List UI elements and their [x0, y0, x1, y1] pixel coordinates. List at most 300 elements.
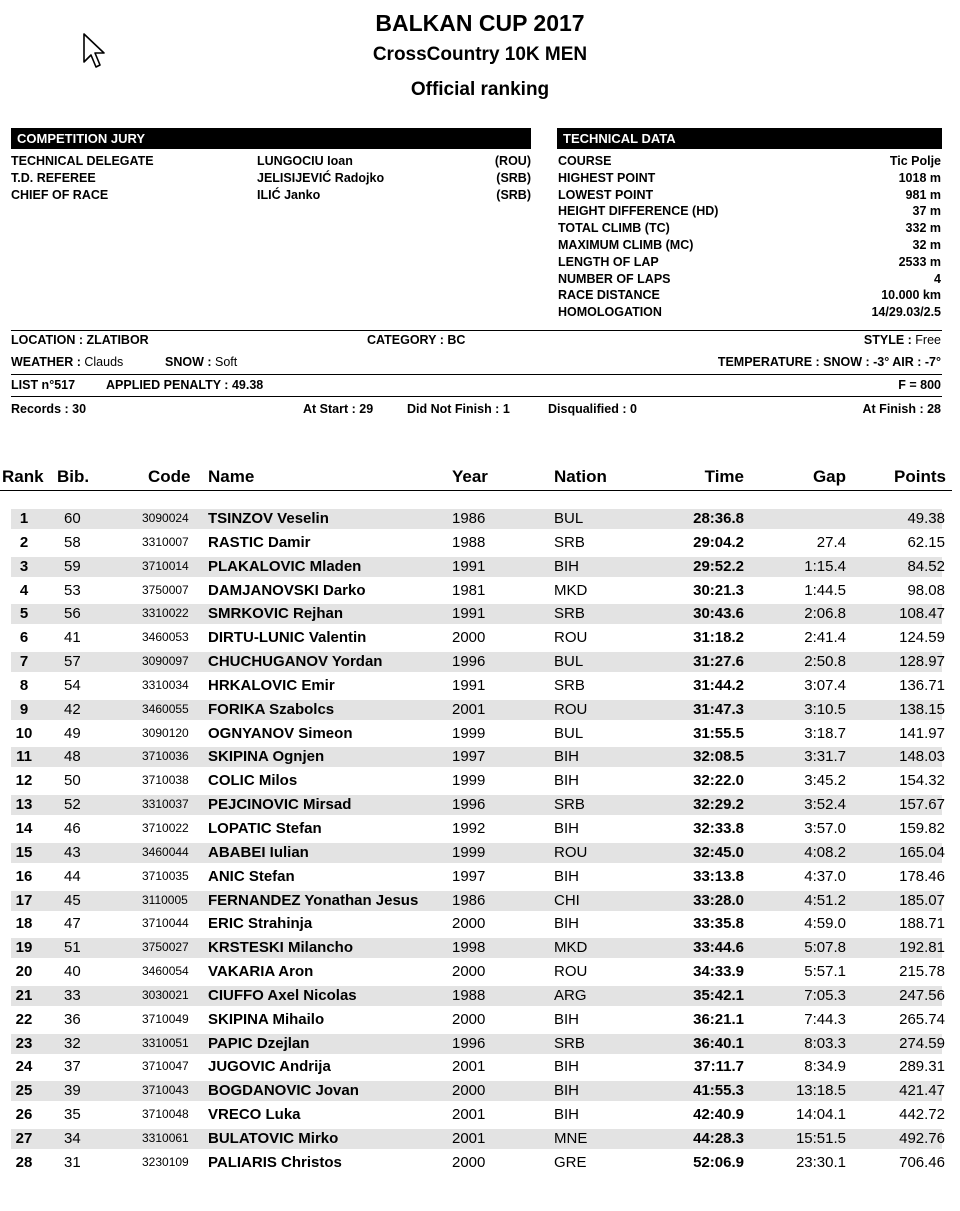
- cell-name: SKIPINA Ognjen: [208, 748, 325, 766]
- technical-row: [558, 237, 941, 254]
- col-code: Code: [148, 467, 191, 486]
- cell-rank: 5: [19, 605, 29, 623]
- technical-row: [558, 287, 941, 304]
- cell-bib: 42: [64, 700, 81, 718]
- cell-name: LOPATIC Stefan: [208, 819, 322, 837]
- cell-name: ABABEI Iulian: [208, 843, 309, 861]
- cell-rank: 18: [15, 915, 33, 933]
- cell-code: 3110005: [142, 892, 188, 907]
- applied-penalty: APPLIED PENALTY : 49.38: [106, 378, 264, 392]
- cell-nation: BIH: [554, 1058, 580, 1076]
- cell-gap: 8:03.3: [804, 1034, 846, 1052]
- cell-gap: 13:18.5: [795, 1082, 846, 1100]
- cell-gap: 4:37.0: [804, 867, 846, 885]
- cell-rank: 14: [15, 819, 33, 837]
- cell-name: BOGDANOVIC Jovan: [208, 1082, 359, 1100]
- table-row: [0, 1055, 960, 1079]
- cell-points: 421.47: [899, 1082, 945, 1100]
- cell-time: 35:42.1: [693, 986, 744, 1004]
- cell-time: 32:22.0: [693, 772, 744, 790]
- cell-code: 3460053: [142, 630, 189, 645]
- cell-time: 33:35.8: [693, 915, 744, 933]
- cell-nation: ROU: [554, 963, 588, 981]
- cell-year: 1991: [452, 557, 486, 575]
- cell-points: 98.08: [907, 581, 945, 599]
- jury-role: TECHNICAL DELEGATE: [11, 154, 154, 168]
- cell-nation: GRE: [554, 1153, 587, 1171]
- cell-code: 3090120: [142, 725, 189, 740]
- table-row: [0, 769, 960, 793]
- cell-points: 492.76: [899, 1129, 945, 1147]
- technical-value: 32 m: [912, 237, 941, 252]
- cell-time: 29:04.2: [693, 533, 744, 551]
- table-row: [0, 889, 960, 913]
- cell-gap: 15:51.5: [795, 1129, 846, 1147]
- cell-name: PALIARIS Christos: [208, 1153, 342, 1171]
- cell-code: 3460054: [142, 964, 189, 979]
- cell-bib: 44: [64, 867, 81, 885]
- cell-bib: 31: [64, 1153, 81, 1171]
- divider: [11, 396, 942, 397]
- cell-bib: 57: [64, 653, 81, 671]
- cell-code: 3310061: [142, 1130, 189, 1145]
- cell-rank: 28: [15, 1153, 33, 1171]
- cell-gap: 8:34.9: [804, 1058, 846, 1076]
- temperature: TEMPERATURE : SNOW : -3° AIR : -7°: [717, 355, 941, 369]
- cell-year: 1997: [452, 867, 486, 885]
- cell-points: 141.97: [899, 724, 945, 742]
- cell-time: 36:40.1: [693, 1034, 744, 1052]
- table-row: [0, 507, 960, 531]
- cell-rank: 1: [19, 510, 29, 527]
- cell-points: 157.67: [899, 796, 945, 814]
- cell-code: 3090097: [142, 654, 189, 669]
- cell-points: 289.31: [899, 1058, 945, 1076]
- cell-nation: MNE: [554, 1129, 588, 1147]
- cell-rank: 17: [15, 891, 33, 909]
- technical-label: HEIGHT DIFFERENCE (HD): [558, 204, 719, 219]
- dsq-count: Disqualified : 0: [548, 402, 637, 416]
- cell-time: 29:52.2: [693, 557, 744, 575]
- table-row: [0, 793, 960, 817]
- cell-name: BULATOVIC Mirko: [208, 1129, 339, 1147]
- table-row: [0, 674, 960, 698]
- jury-row: [11, 170, 531, 187]
- cell-code: 3710014: [142, 558, 189, 573]
- cell-nation: BIH: [554, 1010, 580, 1028]
- cell-nation: BIH: [554, 819, 580, 837]
- cell-bib: 41: [64, 629, 81, 647]
- cell-rank: 7: [19, 653, 29, 671]
- cell-rank: 25: [15, 1082, 33, 1100]
- cell-gap: 4:59.0: [804, 915, 846, 933]
- cell-points: 706.46: [899, 1153, 945, 1171]
- cell-nation: SRB: [554, 605, 585, 623]
- jury-list: [11, 153, 531, 204]
- cell-rank: 16: [15, 867, 33, 885]
- cell-nation: BIH: [554, 1082, 580, 1100]
- table-row: [0, 722, 960, 746]
- cell-nation: BUL: [554, 653, 584, 671]
- cell-name: ANIC Stefan: [208, 867, 295, 885]
- ranking-type: Official ranking: [410, 79, 550, 100]
- cell-nation: SRB: [554, 533, 585, 551]
- cell-code: 3310034: [142, 677, 189, 692]
- cell-points: 185.07: [899, 891, 945, 909]
- table-row: [0, 579, 960, 603]
- cell-time: 42:40.9: [693, 1106, 744, 1124]
- cell-year: 1997: [452, 748, 486, 766]
- technical-value: 1018 m: [898, 170, 941, 185]
- cell-time: 41:55.3: [693, 1082, 744, 1100]
- table-row: [0, 698, 960, 722]
- cell-year: 1999: [452, 724, 486, 742]
- cell-points: 442.72: [899, 1106, 945, 1124]
- style: STYLE : Free: [863, 333, 941, 347]
- cell-rank: 6: [19, 629, 29, 647]
- cell-bib: 39: [64, 1082, 81, 1100]
- table-row: [0, 1008, 960, 1032]
- cell-code: 3310037: [142, 797, 189, 812]
- cell-points: 124.59: [899, 629, 945, 647]
- technical-label: TOTAL CLIMB (TC): [558, 221, 670, 236]
- page-title: BALKAN CUP 2017: [375, 10, 585, 36]
- cell-gap: 27.4: [816, 533, 846, 551]
- cell-bib: 36: [64, 1010, 81, 1028]
- cell-rank: 22: [15, 1010, 33, 1028]
- cell-points: 84.52: [907, 557, 945, 575]
- cell-code: 3460055: [142, 701, 189, 716]
- f-value: F = 800: [898, 378, 941, 392]
- title-block: [0, 8, 960, 108]
- jury-row: [11, 187, 531, 204]
- cell-bib: 40: [64, 963, 81, 981]
- cell-name: KRSTESKI Milancho: [208, 939, 354, 957]
- cell-time: 32:08.5: [693, 748, 744, 766]
- cell-time: 33:28.0: [693, 891, 744, 909]
- cell-bib: 37: [64, 1058, 81, 1076]
- cell-bib: 56: [64, 605, 81, 623]
- jury-role: CHIEF OF RACE: [11, 188, 109, 202]
- cell-time: 34:33.9: [693, 963, 744, 981]
- weather: WEATHER : Clauds: [11, 355, 124, 369]
- technical-value: 10.000 km: [881, 288, 941, 303]
- cell-code: 3710048: [142, 1107, 189, 1122]
- cell-bib: 59: [64, 557, 81, 575]
- cell-bib: 45: [64, 891, 81, 909]
- cell-nation: ROU: [554, 629, 588, 647]
- cell-points: 265.74: [899, 1010, 945, 1028]
- technical-row: [558, 254, 941, 271]
- table-row: [0, 841, 960, 865]
- technical-label: HIGHEST POINT: [558, 170, 656, 185]
- table-row: [0, 650, 960, 674]
- cell-name: RASTIC Damir: [208, 533, 311, 551]
- cell-gap: 3:31.7: [804, 748, 846, 766]
- technical-value: 14/29.03/2.5: [871, 305, 941, 320]
- col-gap: Gap: [812, 467, 846, 486]
- cell-nation: BUL: [554, 510, 584, 527]
- technical-label: MAXIMUM CLIMB (MC): [558, 237, 694, 252]
- cell-rank: 23: [15, 1034, 33, 1052]
- cell-year: 1999: [452, 843, 486, 861]
- cell-year: 1996: [452, 653, 486, 671]
- cell-points: 159.82: [899, 819, 945, 837]
- cell-gap: 3:07.4: [804, 676, 846, 694]
- cell-gap: 4:51.2: [804, 891, 846, 909]
- cell-points: 128.97: [899, 653, 945, 671]
- cell-gap: 2:41.4: [804, 629, 846, 647]
- jury-name: LUNGOCIU Ioan: [257, 154, 353, 168]
- cell-time: 32:33.8: [693, 819, 744, 837]
- header-divider: [0, 490, 952, 491]
- technical-row: [558, 153, 941, 170]
- cell-gap: 3:10.5: [804, 700, 846, 718]
- cell-name: FORIKA Szabolcs: [208, 700, 335, 718]
- cell-gap: 3:57.0: [804, 819, 846, 837]
- cell-time: 32:29.2: [693, 796, 744, 814]
- jury-nation: (SRB): [496, 188, 531, 202]
- cell-time: 44:28.3: [693, 1129, 744, 1147]
- cell-rank: 27: [15, 1129, 33, 1147]
- cell-code: 3710043: [142, 1083, 189, 1098]
- cell-nation: SRB: [554, 1034, 585, 1052]
- cell-rank: 10: [15, 724, 33, 742]
- cell-gap: 1:15.4: [804, 557, 846, 575]
- cell-gap: 3:52.4: [804, 796, 846, 814]
- cell-rank: 9: [19, 700, 29, 718]
- cell-time: 31:55.5: [693, 724, 744, 742]
- divider: [11, 330, 942, 331]
- cell-rank: 12: [15, 772, 33, 790]
- cell-bib: 46: [64, 819, 81, 837]
- ranking-table-header: [0, 465, 960, 489]
- jury-nation: (SRB): [496, 171, 531, 185]
- technical-label: HOMOLOGATION: [558, 305, 662, 320]
- table-row: [0, 1103, 960, 1127]
- cell-code: 3460044: [142, 844, 189, 859]
- table-row: [0, 745, 960, 769]
- cell-bib: 50: [64, 772, 81, 790]
- cell-nation: ARG: [554, 986, 587, 1004]
- cell-name: SKIPINA Mihailo: [208, 1010, 325, 1028]
- cell-code: 3310007: [142, 534, 189, 549]
- cell-code: 3090024: [142, 511, 189, 525]
- cell-rank: 8: [19, 676, 29, 694]
- table-row: [0, 602, 960, 626]
- cell-nation: BIH: [554, 748, 580, 766]
- jury-nation: (ROU): [494, 154, 531, 168]
- technical-value: 2533 m: [898, 254, 941, 269]
- cell-year: 1996: [452, 1034, 486, 1052]
- cell-bib: 35: [64, 1106, 81, 1124]
- cell-code: 3310051: [142, 1035, 189, 1050]
- technical-value: Tic Polje: [889, 154, 941, 168]
- at-finish-count: At Finish : 28: [862, 402, 941, 416]
- cell-name: CIUFFO Axel Nicolas: [208, 986, 357, 1004]
- cell-year: 2000: [452, 1082, 486, 1100]
- cell-points: 49.38: [907, 510, 945, 527]
- cell-time: 31:44.2: [693, 676, 744, 694]
- cell-name: PEJCINOVIC Mirsad: [208, 796, 352, 814]
- cell-year: 1991: [452, 676, 486, 694]
- divider: [11, 374, 942, 375]
- cell-bib: 52: [64, 796, 81, 814]
- cell-code: 3710047: [142, 1059, 189, 1074]
- technical-data-list: [558, 153, 941, 321]
- col-name: Name: [208, 467, 255, 486]
- cell-year: 1999: [452, 772, 486, 790]
- page-subtitle: CrossCountry 10K MEN: [372, 44, 588, 65]
- cell-year: 1988: [452, 986, 486, 1004]
- table-row: [0, 555, 960, 579]
- cell-bib: 49: [64, 724, 81, 742]
- cell-name: PLAKALOVIC Mladen: [208, 557, 362, 575]
- table-row: [0, 1079, 960, 1103]
- at-start-count: At Start : 29: [303, 402, 374, 416]
- cell-gap: 3:18.7: [804, 724, 846, 742]
- cell-nation: SRB: [554, 796, 585, 814]
- cell-gap: 5:57.1: [804, 963, 846, 981]
- cell-year: 2001: [452, 1106, 486, 1124]
- cell-code: 3750027: [142, 940, 189, 955]
- cell-gap: 5:07.8: [804, 939, 846, 957]
- cell-name: SMRKOVIC Rejhan: [208, 605, 344, 623]
- cell-name: COLIC Milos: [208, 772, 298, 790]
- cell-points: 215.78: [899, 963, 945, 981]
- cell-nation: BIH: [554, 867, 580, 885]
- cell-nation: MKD: [554, 939, 588, 957]
- category: CATEGORY : BC: [367, 333, 466, 347]
- cell-gap: 3:45.2: [804, 772, 846, 790]
- cell-year: 1992: [452, 819, 486, 837]
- ranking-table: [0, 507, 960, 1175]
- cell-gap: 2:50.8: [804, 653, 846, 671]
- cell-code: 3710036: [142, 749, 189, 764]
- col-points: Points: [894, 467, 946, 486]
- cell-name: DIRTU-LUNIC Valentin: [208, 629, 367, 647]
- table-row: [0, 626, 960, 650]
- cell-rank: 11: [16, 748, 32, 766]
- cell-points: 62.15: [907, 533, 945, 551]
- table-row: [0, 865, 960, 889]
- cell-bib: 48: [64, 748, 81, 766]
- cell-gap: 7:44.3: [804, 1010, 846, 1028]
- cell-year: 1991: [452, 605, 486, 623]
- cell-bib: 33: [64, 986, 81, 1004]
- technical-value: 4: [934, 271, 941, 286]
- cell-time: 32:45.0: [693, 843, 744, 861]
- cell-time: 37:11.7: [693, 1058, 744, 1076]
- cell-year: 2000: [452, 629, 486, 647]
- cell-points: 154.32: [899, 772, 945, 790]
- cell-nation: CHI: [554, 891, 580, 909]
- cell-rank: 21: [15, 986, 33, 1004]
- technical-value: 37 m: [912, 204, 941, 219]
- technical-label: LENGTH OF LAP: [558, 254, 659, 269]
- cell-year: 2001: [452, 1058, 486, 1076]
- cell-time: 33:44.6: [693, 939, 744, 957]
- cell-name: DAMJANOVSKI Darko: [208, 581, 366, 599]
- table-row: [0, 936, 960, 960]
- list-number: LIST n°517: [11, 378, 76, 392]
- cell-year: 1988: [452, 533, 486, 551]
- cell-bib: 54: [64, 676, 81, 694]
- cell-nation: SRB: [554, 676, 585, 694]
- cell-name: JUGOVIC Andrija: [208, 1058, 331, 1076]
- cell-time: 31:27.6: [693, 653, 744, 671]
- cell-nation: ROU: [554, 843, 588, 861]
- cell-year: 2000: [452, 915, 486, 933]
- technical-heading: TECHNICAL DATA: [557, 128, 942, 149]
- cell-code: 3710038: [142, 773, 189, 788]
- cell-name: HRKALOVIC Emir: [208, 676, 335, 694]
- cell-bib: 58: [64, 533, 81, 551]
- cell-bib: 51: [64, 939, 81, 957]
- technical-label: RACE DISTANCE: [558, 288, 660, 303]
- cell-nation: BIH: [554, 1106, 580, 1124]
- col-year: Year: [452, 467, 488, 486]
- cell-year: 1986: [452, 510, 486, 527]
- cell-points: 108.47: [899, 605, 945, 623]
- cell-code: 3750007: [142, 582, 189, 597]
- col-time: Time: [704, 467, 744, 486]
- jury-heading: COMPETITION JURY: [11, 128, 531, 149]
- technical-value: 981 m: [905, 187, 941, 202]
- cell-code: 3710022: [142, 820, 189, 835]
- cell-bib: 60: [64, 510, 81, 527]
- cell-name: CHUCHUGANOV Yordan: [208, 653, 383, 671]
- cell-rank: 4: [19, 581, 29, 599]
- cell-gap: 4:08.2: [804, 843, 846, 861]
- jury-name: ILIĆ Janko: [257, 188, 321, 202]
- snow: SNOW : Soft: [165, 355, 238, 369]
- table-row: [0, 912, 960, 936]
- cell-code: 3710044: [142, 916, 189, 931]
- cell-year: 1996: [452, 796, 486, 814]
- technical-row: [558, 203, 941, 220]
- cell-gap: 2:06.8: [804, 605, 846, 623]
- cell-points: 148.03: [899, 748, 945, 766]
- cell-code: 3710035: [142, 868, 189, 883]
- cell-name: TSINZOV Veselin: [208, 510, 329, 527]
- jury-name: JELISIJEVIĆ Radojko: [257, 171, 385, 185]
- cell-bib: 32: [64, 1034, 81, 1052]
- cell-points: 138.15: [899, 700, 945, 718]
- cell-code: 3030021: [142, 987, 189, 1002]
- records-count: Records : 30: [11, 402, 87, 416]
- cell-year: 1998: [452, 939, 486, 957]
- table-row: [0, 817, 960, 841]
- table-row: [0, 1127, 960, 1151]
- cell-bib: 47: [64, 915, 81, 933]
- cell-rank: 20: [15, 963, 33, 981]
- cell-bib: 53: [64, 581, 81, 599]
- cell-rank: 3: [19, 557, 29, 575]
- col-bib: Bib.: [57, 467, 90, 486]
- cell-name: ERIC Strahinja: [208, 915, 313, 933]
- col-nation: Nation: [554, 467, 607, 486]
- cell-bib: 43: [64, 843, 81, 861]
- cell-time: 28:36.8: [693, 510, 744, 527]
- cell-nation: ROU: [554, 700, 588, 718]
- cell-gap: 14:04.1: [795, 1106, 846, 1124]
- cell-name: VAKARIA Aron: [208, 963, 314, 981]
- technical-label: COURSE: [558, 154, 612, 168]
- table-row: [0, 960, 960, 984]
- table-row: [0, 984, 960, 1008]
- cell-points: 247.56: [899, 986, 945, 1004]
